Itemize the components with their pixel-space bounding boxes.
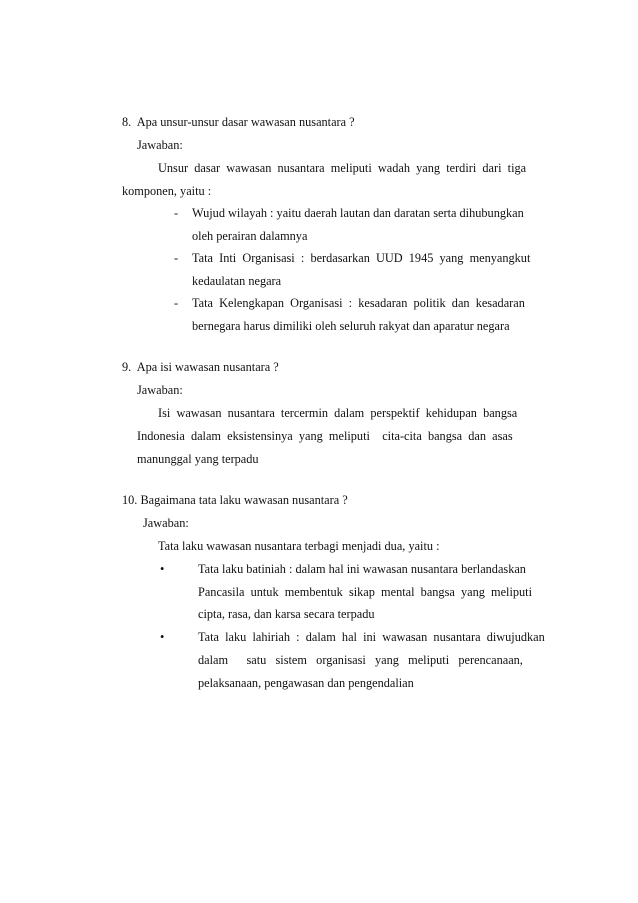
question-8: 8. Apa unsur-unsur dasar wawasan nusantara ?: [122, 115, 355, 129]
answer-9-line-1: Isi wawasan nusantara tercermin dalam perspektif kehidupan bangsa: [158, 406, 518, 420]
bullet-10-1: •: [160, 562, 165, 576]
question-10: 10. Bagaimana tata laku wawasan nusantara ?: [122, 493, 348, 507]
list-item-10-2-line-3: pelaksanaan, pengawasan dan pengendalian: [198, 676, 414, 690]
answer-label-8: Jawaban:: [137, 138, 183, 152]
list-item-8-3-line-2: bernegara harus dimiliki oleh seluruh rakyat dan aparatur negara: [192, 319, 510, 333]
list-marker-8-3: -: [174, 296, 179, 310]
list-item-8-2-line-2: kedaulatan negara: [192, 274, 282, 288]
answer-8-intro-line-1: Unsur dasar wawasan nusantara meliputi wadah yang terdiri dari tiga: [158, 161, 527, 175]
question-9: 9. Apa isi wawasan nusantara ?: [122, 360, 279, 374]
answer-label-9: Jawaban:: [137, 383, 183, 397]
answer-9-line-3: manunggal yang terpadu: [137, 452, 259, 466]
list-item-8-2-line-1: Tata Inti Organisasi : berdasarkan UUD 1945 yang menyangkut: [192, 251, 531, 265]
list-marker-8-2: -: [174, 251, 179, 265]
list-marker-8-1: -: [174, 206, 179, 220]
answer-label-10: Jawaban:: [143, 516, 189, 530]
answer-9-line-2: Indonesia dalam eksistensinya yang meliputi cita-cita bangsa dan asas: [137, 429, 513, 443]
list-item-10-2-line-1: Tata laku lahiriah : dalam hal ini wawasan nusantara diwujudkan: [198, 630, 545, 644]
list-item-10-2-line-2: dalam satu sistem organisasi yang meliputi perencanaan,: [198, 653, 523, 667]
list-item-10-1-line-2: Pancasila untuk membentuk sikap mental bangsa yang meliputi: [198, 585, 532, 599]
list-item-10-1-line-3: cipta, rasa, dan karsa secara terpadu: [198, 607, 375, 621]
list-item-10-1-line-1: Tata laku batiniah : dalam hal ini wawasan nusantara berlandaskan: [198, 562, 526, 576]
answer-10-intro: Tata laku wawasan nusantara terbagi menjadi dua, yaitu :: [158, 539, 440, 553]
list-item-8-3-line-1: Tata Kelengkapan Organisasi : kesadaran politik dan kesadaran: [192, 296, 525, 310]
list-item-8-1-line-2: oleh perairan dalamnya: [192, 229, 308, 243]
answer-8-intro-line-2: komponen, yaitu :: [122, 184, 212, 198]
bullet-10-2: •: [160, 630, 165, 644]
list-item-8-1-line-1: Wujud wilayah : yaitu daerah lautan dan daratan serta dihubungkan: [192, 206, 524, 220]
